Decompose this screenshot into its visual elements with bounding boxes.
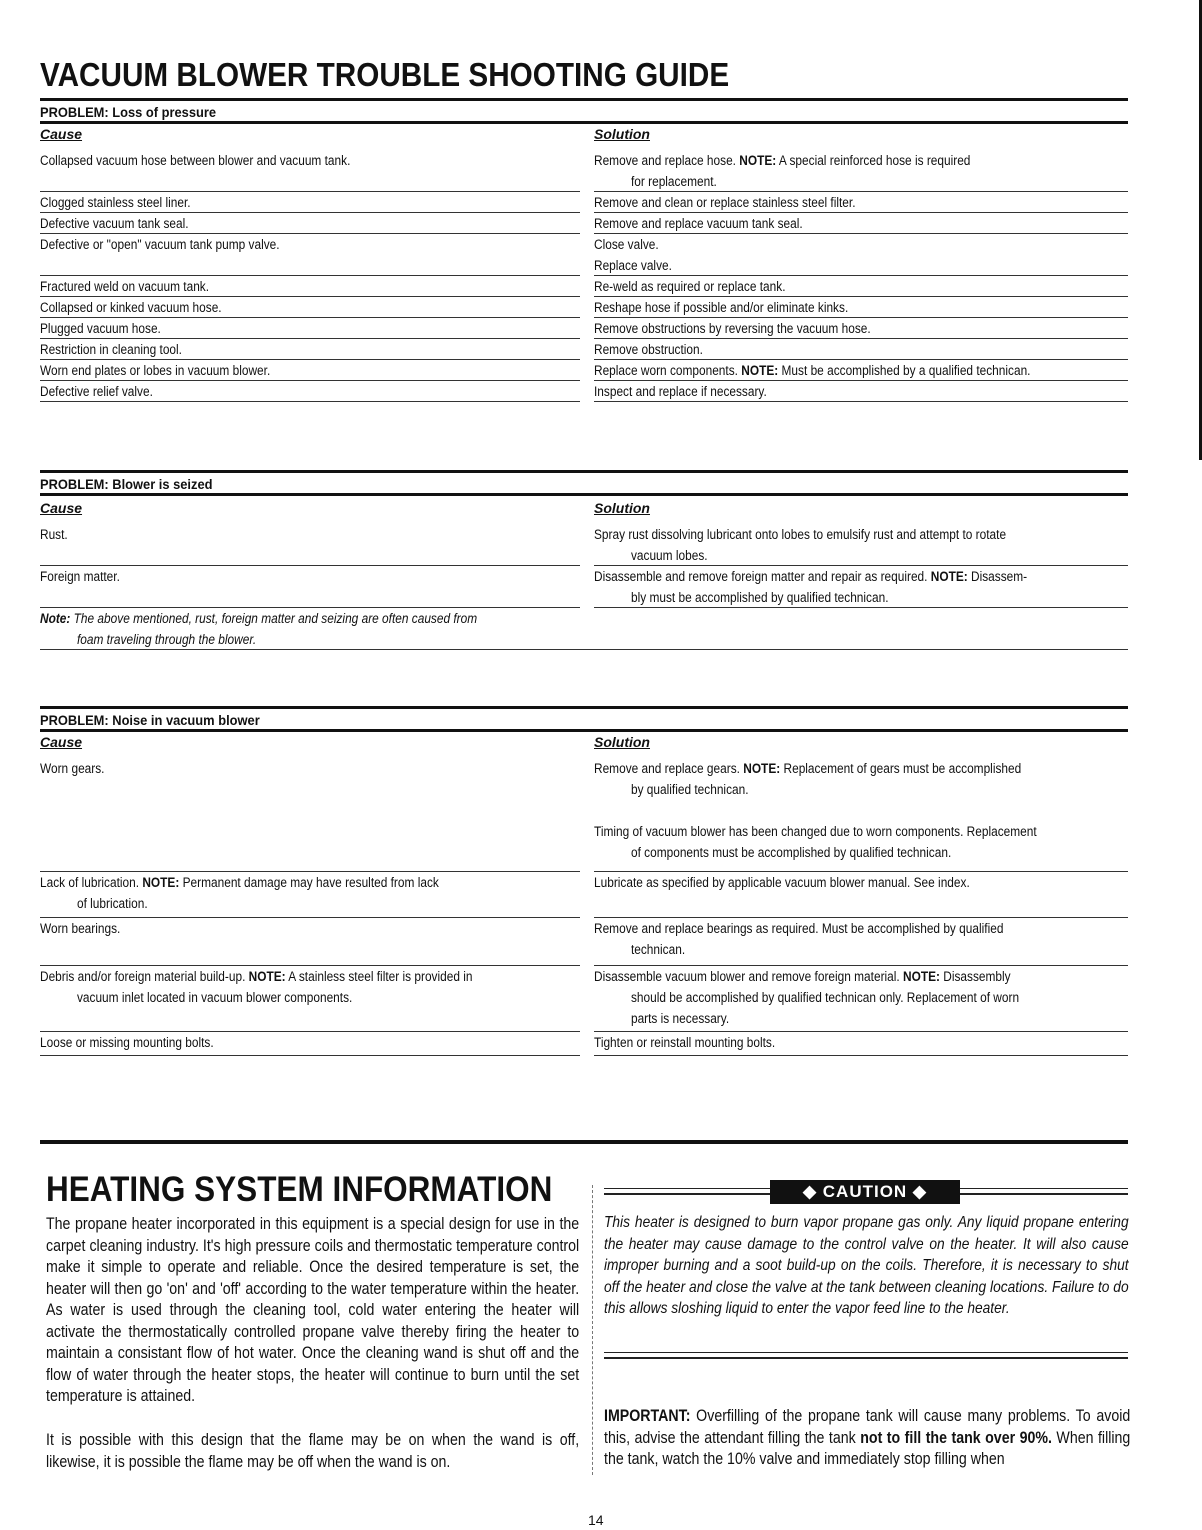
solution-header: Solution <box>594 734 650 750</box>
cell-line: technican. <box>630 942 686 957</box>
cell-line <box>594 800 1122 821</box>
important-label: IMPORTANT: <box>604 1407 691 1425</box>
solution-cell <box>594 758 1122 863</box>
cell-line: Inspect and replace if necessary. <box>594 384 767 399</box>
note-label: NOTE: <box>903 969 940 984</box>
cell-line: Lubricate as specified by applicable vacuum blower manual. See index. <box>594 875 970 890</box>
cell-line: Loose or missing mounting bolts. <box>40 1035 214 1050</box>
caution-text: This heater is designed to burn vapor propane gas only. Any liquid propane entering the heater may cause damage to the control valve on the heater. It will also cause improper burning and a soot build-up on the coils. Therefore, it is necessary to shut off the heater and close the valve at the tank between cleaning locations. Failure to do this allows sloshing liquid to enter the vapor feed line to the heater. <box>604 1214 1129 1318</box>
cause-cell <box>40 918 568 939</box>
solution-cell <box>594 234 1122 276</box>
cell-line: Timing of vacuum blower has been changed due to worn components. Replacement <box>594 824 1037 839</box>
note-label: NOTE: <box>739 153 777 168</box>
solution-cell <box>594 192 1122 213</box>
solution-cell <box>594 360 1122 381</box>
caution-bottom-rule <box>604 1352 1128 1359</box>
cause-cell <box>40 339 568 360</box>
cell-line: Fractured weld on vacuum tank. <box>40 279 210 294</box>
solution-cell <box>594 918 1122 960</box>
cause-cell <box>40 966 568 1008</box>
solution-cell <box>594 297 1122 318</box>
solution-header: Solution <box>594 500 650 516</box>
cell-line: Worn bearings. <box>40 921 121 936</box>
note-label: Note: <box>40 611 71 626</box>
cell-line: Tighten or reinstall mounting bolts. <box>594 1035 776 1050</box>
column-divider <box>592 1185 593 1475</box>
cell-line: Remove and clean or replace stainless steel filter. <box>594 195 856 210</box>
cell-line: Foreign matter. <box>40 569 120 584</box>
problem-rule <box>40 729 1128 732</box>
note-label: NOTE: <box>930 569 968 584</box>
important-text-a: Overfilling of the propane tank will cause many problems. To avoid this, advise the attendant filling the tank <box>604 1407 1131 1447</box>
cause-header: Cause <box>40 126 83 142</box>
cell-line: Remove and replace gears. NOTE: Replacement of gears must be accomplished <box>594 761 1022 776</box>
cause-cell <box>40 213 568 234</box>
cell-line: Collapsed vacuum hose between blower and vacuum tank. <box>40 153 351 168</box>
cell-line: Worn gears. <box>40 761 105 776</box>
page-title: VACUUM BLOWER TROUBLE SHOOTING GUIDE <box>40 56 730 93</box>
solution-cell <box>594 524 1122 566</box>
cell-line: bly must be accomplished by qualified technican. <box>630 590 889 605</box>
cell-line: Replace worn components. NOTE: Must be accomplished by a qualified technican. <box>594 363 1031 378</box>
cell-line: Remove obstructions by reversing the vacuum hose. <box>594 321 871 336</box>
cause-cell <box>40 318 568 339</box>
cell-line: Remove obstruction. <box>594 342 703 357</box>
cause-cell <box>40 150 568 171</box>
cell-line: Close valve. <box>594 237 659 252</box>
cell-line: Defective vacuum tank seal. <box>40 216 189 231</box>
important-note <box>604 1406 1130 1471</box>
solution-cell <box>594 872 1122 893</box>
solution-cell <box>594 966 1122 1029</box>
important-text-b: When filling the tank, watch the 10% valve and immediately stop filling when <box>604 1428 1131 1469</box>
cell-line: Remove and replace vacuum tank seal. <box>594 216 803 231</box>
cause-cell <box>40 872 568 914</box>
solution-cell <box>594 566 1122 608</box>
cell-line: Defective or "open" vacuum tank pump valve. <box>40 237 280 252</box>
caution-header <box>602 1180 1130 1202</box>
section-top-rule <box>40 706 1128 709</box>
solution-cell <box>594 150 1122 192</box>
cell-line: of components must be accomplished by qualified technican. <box>630 845 952 860</box>
cause-cell <box>40 381 568 402</box>
solution-cell <box>594 339 1122 360</box>
page-number: 14 <box>588 1512 604 1528</box>
problem-heading: PROBLEM: Noise in vacuum blower <box>40 712 260 728</box>
section-top-rule <box>40 470 1128 473</box>
cause-header: Cause <box>40 500 83 516</box>
note-line: Note: The above mentioned, rust, foreign matter and seizing are often caused from <box>40 611 478 626</box>
problem-heading: PROBLEM: Blower is seized <box>40 476 213 492</box>
cell-line: vacuum lobes. <box>630 548 708 563</box>
note-label: NOTE: <box>743 761 781 776</box>
cell-line: should be accomplished by qualified technican only. Replacement of worn <box>630 990 1020 1005</box>
cell-line: Spray rust dissolving lubricant onto lobes to emulsify rust and attempt to rotate <box>594 527 1007 542</box>
cell-line: Plugged vacuum hose. <box>40 321 161 336</box>
solution-header: Solution <box>594 126 650 142</box>
section-note <box>40 608 568 650</box>
cell-line: Re-weld as required or replace tank. <box>594 279 786 294</box>
row-divider <box>40 401 580 402</box>
cell-line: of lubrication. <box>76 896 148 911</box>
problem-rule <box>40 493 1128 496</box>
cause-cell <box>40 192 568 213</box>
cell-line: parts is necessary. <box>630 1011 730 1026</box>
heating-divider <box>40 1140 1128 1144</box>
cause-cell <box>40 276 568 297</box>
cell-line: Collapsed or kinked vacuum hose. <box>40 300 222 315</box>
heating-title: HEATING SYSTEM INFORMATION <box>46 1170 553 1209</box>
note-label: NOTE: <box>248 969 286 984</box>
cause-cell <box>40 566 568 587</box>
solution-cell <box>594 1032 1122 1053</box>
cell-line: Disassemble and remove foreign matter and repair as required. NOTE: Disassem- <box>594 569 1028 584</box>
cause-cell <box>40 360 568 381</box>
cell-line: Defective relief valve. <box>40 384 153 399</box>
cause-header: Cause <box>40 734 83 750</box>
cell-line: vacuum inlet located in vacuum blower components. <box>76 990 353 1005</box>
solution-cell <box>594 318 1122 339</box>
cause-cell <box>40 297 568 318</box>
cell-line: Replace valve. <box>594 258 672 273</box>
cell-line: Remove and replace hose. NOTE: A special reinforced hose is required <box>594 153 971 168</box>
cause-cell <box>40 524 568 545</box>
cell-line: by qualified technican. <box>630 782 749 797</box>
important-bold: not to fill the tank over 90%. <box>860 1428 1052 1447</box>
cell-line: Disassemble vacuum blower and remove foreign material. NOTE: Disassembly <box>594 969 1011 984</box>
heating-paragraph-2: It is possible with this design that the flame may be on when the wand is off, likewise, it is possible the flame may be off when the wand is on. <box>46 1431 580 1471</box>
note-label: NOTE: <box>142 875 180 890</box>
cell-line: for replacement. <box>630 174 717 189</box>
title-rule <box>40 98 1128 101</box>
solution-cell <box>594 381 1122 402</box>
problem-rule <box>40 121 1128 124</box>
heating-paragraph-1: The propane heater incorporated in this equipment is a special design for use in the carpet cleaning industry. It's high pressure coils and thermostatic temperature control make it simple to operate and reliable. Once the desired temperature is set, the heater will then go 'on' and 'off' according to the water temperature within the heater. As water is used through the cleaning tool, cold water entering the heater will activate the thermostatically controlled propane valve thereby firing the heater to maintain a consistant flow of hot water. Once the cleaning wand is shut off and the flow of water through the heater stops, the heater will continue to burn until the set temperature is attained. <box>46 1215 580 1405</box>
cell-line: Clogged stainless steel liner. <box>40 195 191 210</box>
cause-cell <box>40 1032 568 1053</box>
cause-cell <box>40 234 568 255</box>
cell-line: Worn end plates or lobes in vacuum blower. <box>40 363 271 378</box>
solution-cell <box>594 213 1122 234</box>
note-line: foam traveling through the blower. <box>76 632 257 647</box>
solution-cell <box>594 276 1122 297</box>
cell-line: Debris and/or foreign material build-up. NOTE: A stainless steel filter is provided in <box>40 969 473 984</box>
cell-line: Restriction in cleaning tool. <box>40 342 182 357</box>
cause-cell <box>40 758 568 779</box>
row-divider <box>40 1055 580 1056</box>
cell-line: Lack of lubrication. NOTE: Permanent damage may have resulted from lack <box>40 875 439 890</box>
cell-line: Rust. <box>40 527 68 542</box>
cell-line: Remove and replace bearings as required. Must be accomplished by qualified <box>594 921 1004 936</box>
problem-heading: PROBLEM: Loss of pressure <box>40 104 217 120</box>
caution-badge: ◆ CAUTION ◆ <box>770 1180 960 1204</box>
note-divider <box>40 649 1128 650</box>
row-divider <box>594 607 1128 608</box>
row-divider <box>594 1055 1128 1056</box>
cell-line: Reshape hose if possible and/or eliminate kinks. <box>594 300 849 315</box>
note-label: NOTE: <box>741 363 779 378</box>
row-divider <box>594 401 1128 402</box>
